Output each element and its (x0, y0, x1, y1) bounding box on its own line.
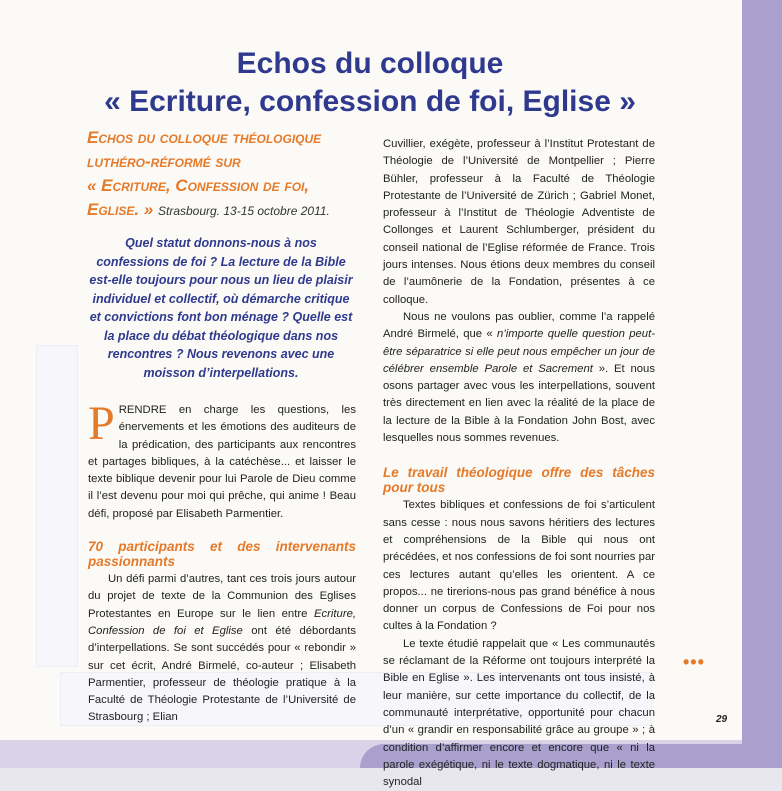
page-title-line-2: « Ecriture, confession de foi, Eglise » (104, 85, 636, 118)
column-right (383, 136, 655, 791)
texts-paragraph: Textes bibliques et confessions de foi s’articulent sans cesse : nous nous savons héritiers des lectures et compréhensions de la Bible qui nous ont précédées, et nos confessions de foi sont nourries par ces lectures autant qu’elles les orientent. A ce propos... ne tirerions-nous pas grand bénéfice à nous donner un corpus de Confessions de Foi pour nos cultes à la Fondation ? (383, 499, 655, 633)
participants-text-b: ont été débordants d’interpellations. Se sont succédés pour « rebondir » sur cet écrit, André Birmelé, co-auteur ; Elisabeth Parmentier, professeur de théologie pratique à la Faculté de Théologie Protestante de l’Université de Strasbourg ; Elian (88, 624, 357, 724)
continue-marker: ••• (683, 652, 705, 672)
drop-cap: P (88, 397, 115, 450)
birmele-text-emphasis: n’importe quelle question peut-être séparatrice si elle peut nous empêcher un jour de célébrer ensemble Parole et Sacrement (383, 328, 655, 375)
birmele-text-b: ». Et nous osons partager avec vous les interpellations, souvent très directement en lien avec la réalité de la place de la lecture de la Bible à la Fondation John Bost, avec lesquelles nous sommes revenues. (383, 362, 655, 445)
lead-line-3: « Ecriture, Confession de foi, (87, 176, 310, 195)
participants-paragraph (88, 571, 356, 727)
lead-block (87, 126, 357, 223)
column-left (88, 397, 357, 727)
right-edge-band (742, 0, 782, 768)
show-through-heading (30, 40, 36, 66)
intro-quote: Quel statut donnons-nous à nos confessions de foi ? La lecture de la Bible est-elle toujours pour nous un lieu de plaisir individuel et collectif, où démarche critique et convictions font bon ménage ? Quelle est la place du débat théologique dans nos rencontres ? Nous revenons avec une moisson d’interpellations. (89, 236, 353, 380)
lead-location: Strasbourg. 13-15 octobre 2011. (157, 204, 330, 218)
speakers-paragraph: Cuvillier, exégète, professeur à l’Institut Protestant de Théologie de l’Université de Montpellier ; Pierre Bühler, professeur à la Faculté de Théologie Protestante de l’Université de Zürich ; Gabriel Monet, professeur à l’Institut de Théologie Adventiste de Collonges et Laurent Schlumberger, président du conseil national de l’Eglise réformée de France. Trois jours intenses. Nous étions deux membres du conseil de l’aumônerie de la Fondation, présentes à ce colloque. (383, 138, 655, 306)
lead-line-4: Eglise. » (87, 200, 154, 219)
intro-paragraph-text: RENDRE en charge les questions, les énervements et les émotions des auditeurs de la prédication, des participants aux rencontres et partages bibliques, à la catéchèse... et laisser le texte biblique devenir pour lui Parole de Dieu comme il l’est devenu pour moi qui prêche, qui anime ! Beau défi, proposé par Elisabeth Parmentier. (88, 404, 356, 520)
participants-text-a: Un défi parmi d’autres, tant ces trois jours autour du projet de texte de la Communion des Eglises Protestantes en Europe sur le lien entre (88, 573, 356, 620)
page-title-line-1: Echos du colloque (236, 47, 504, 80)
lead-line-1: Echos du colloque théologique (87, 128, 322, 147)
participants-text-emphasis: Ecriture, Confession de foi et Eglise (88, 607, 356, 637)
intro-paragraph (88, 397, 356, 523)
lead-line-2: luthéro-réformé sur (87, 152, 241, 171)
birmele-paragraph (383, 309, 655, 447)
section-heading-theological-work: Le travail théologique offre des tâches pour tous (383, 465, 655, 496)
community-paragraph: Le texte étudié rappelait que « Les communautés se réclamant de la Réforme ont toujours interprété la Bible en Eglise ». Les intervenants ont tous insisté, à leur manière, sur cette importance du collectif, de la communauté interprétative, opportunité pour chacun d’un « grandir en responsabilité grâce au groupe » ; à condition d’affirmer encore et encore que « ni la parole exégétique, ni le texte dogmatique, ni le texte synodal (383, 637, 655, 789)
section-heading-participants: 70 participants et des intervenants passionnants (88, 539, 356, 570)
birmele-text-a: Nous ne voulons pas oublier, comme l’a rappelé André Birmelé, que « (383, 310, 655, 341)
page-number: 29 (716, 714, 728, 725)
show-through-box-left (36, 345, 78, 667)
